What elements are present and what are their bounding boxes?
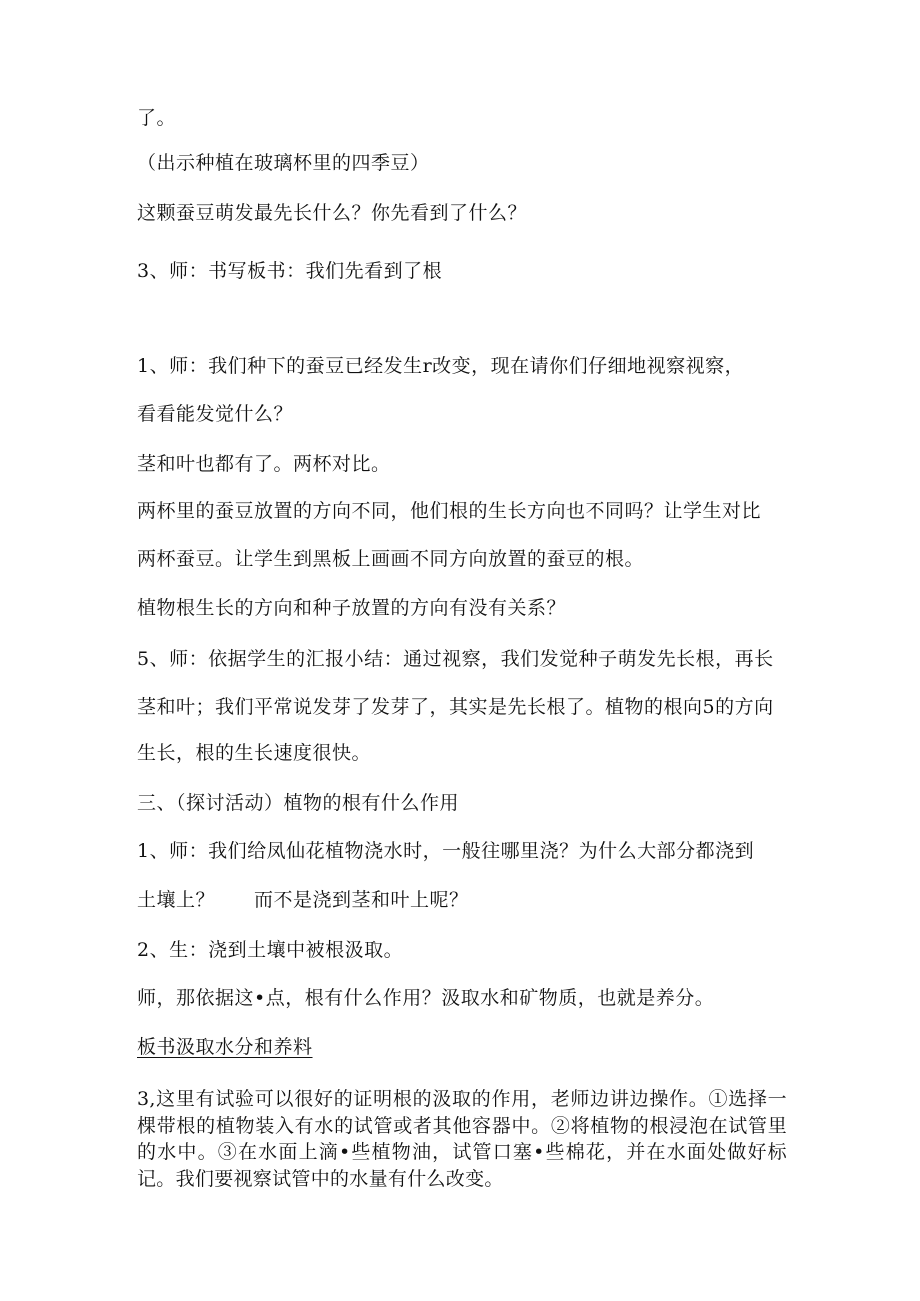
text-line-5: 1、师：我们种下的蚕豆已经发生r改变，现在请你们仔细地视察视察，: [137, 355, 745, 377]
text-line-2: （出示种植在玻璃杯里的四季豆）: [137, 152, 430, 174]
text-line-9: 两杯蚕豆。让学生到黑板上画画不同方向放置的蚕豆的根。: [137, 548, 645, 570]
text-line-8: 两杯里的蚕豆放置的方向不同，他们根的生长方向也不同吗？让学生对比: [137, 500, 762, 522]
text-line-12: 茎和叶；我们平常说发芽了发芽了，其实是先长根了。植物的根向5的方向: [137, 696, 774, 718]
text-line-15: 1、师：我们给凤仙花植物浇水时，一般往哪里浇？为什么大部分都浇到: [137, 840, 755, 862]
text-line-4: 3、师：书写板书：我们先看到了根: [137, 260, 443, 282]
text-line-16: 土壤上？ 而不是浇到茎和叶上呢？: [137, 889, 469, 911]
experiment-paragraph: 3,这里有试验可以很好的证明根的汲取的作用，老师边讲边操作。①选择一棵带根的植物装入有水的试管或者其他容器中。②将植物的根浸泡在试管里的水中。③在水面上滴•些植物油，试管口塞•些棉花，并在水面处做好标记。我们要视察试管中的水量有什么改变。: [137, 1088, 787, 1190]
section-heading: 三、（探讨活动）植物的根有什么作用: [137, 792, 460, 814]
text-line-17: 2、生：浇到土壤中被根汲取。: [137, 939, 404, 961]
text-line-11: 5、师：依据学生的汇报小结：通过视察，我们发觉种子萌发先长根，再长: [137, 648, 774, 670]
blackboard-note: 板书汲取水分和养料: [137, 1036, 313, 1058]
text-line-13: 生长，根的生长速度很快。: [137, 742, 372, 764]
text-line-10: 植物根生长的方向和种子放置的方向有没有关系？: [137, 597, 567, 619]
text-line-7: 茎和叶也都有了。两杯对比。: [137, 453, 391, 475]
text-line-6: 看看能发觉什么？: [137, 403, 294, 425]
text-line-1: 了。: [137, 107, 177, 129]
text-line-3: 这颗蚕豆萌发最先长什么？你先看到了什么？: [137, 202, 528, 224]
text-line-18: 师，那依据这•点，根有什么作用？汲取水和矿物质，也就是养分。: [137, 987, 715, 1009]
